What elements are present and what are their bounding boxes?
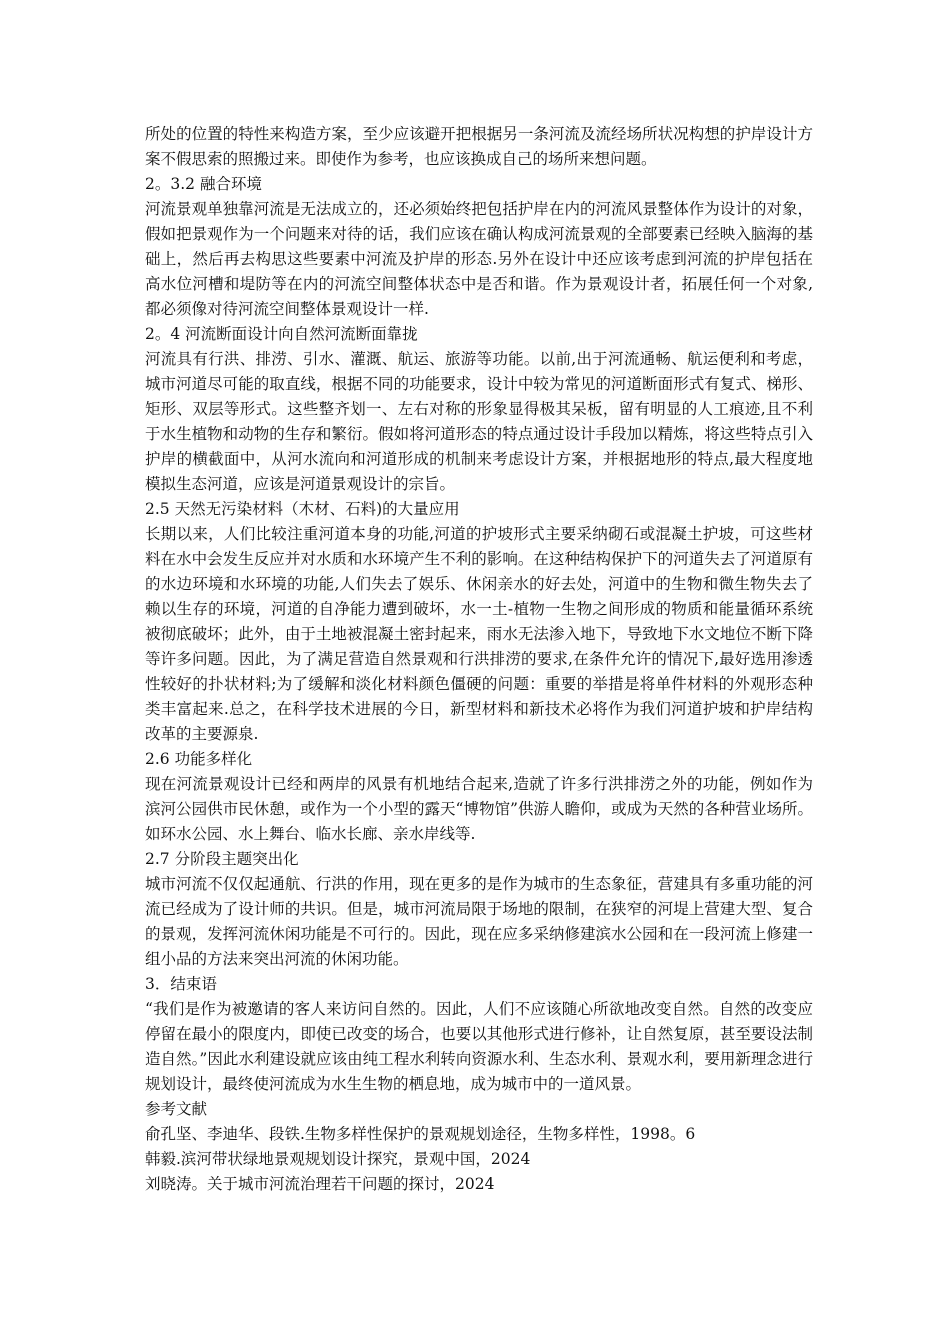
reference-item: 俞孔坚、李迪华、段铁.生物多样性保护的景观规划途径，生物多样性，1998。6 — [145, 1125, 696, 1143]
reference-item: 刘晓涛。关于城市河流治理若干问题的探讨，2024 — [145, 1175, 495, 1193]
section-heading-2-4: 2。4 河流断面设计向自然河流断面靠拢 — [145, 325, 418, 343]
paragraph-2-6: 现在河流景观设计已经和两岸的风景有机地结合起来,造就了许多行洪排涝之外的功能，例如作为滨河公园供市民休憩，或作为一个小型的露天“博物馆”供游人瞻仰，或成为天然的各种营业场所。如环水公园、水上舞台、临水长廊、亲水岸线等. — [145, 775, 813, 843]
section-heading-3-2: 2。3.2 融合环境 — [145, 175, 262, 193]
reference-item: 韩毅.滨河带状绿地景观规划设计探究，景观中国，2024 — [145, 1150, 531, 1168]
paragraph-2-5: 长期以来，人们比较注重河道本身的功能,河道的护坡形式主要采纳砌石或混凝土护坡，可这些材料在水中会发生反应并对水质和水环境产生不利的影响。在这种结构保护下的河道失去了河道原有的水边环境和水环境的功能,人们失去了娱乐、休闲亲水的好去处，河道中的生物和微生物失去了赖以生存的环境，河道的自净能力遭到破坏，水一土-植物一生物之间形成的物质和能量循环系统被彻底破坏；此外，由于土地被混凝土密封起来，雨水无法渗入地下，导致地下水文地位不断下降等许多问题。因此，为了满足营造自然景观和行洪排涝的要求,在条件允许的情况下,最好选用渗透性较好的扑状材料;为了缓解和淡化材料颜色僵硬的问题：重要的举措是将单件材料的外观形态种类丰富起来.总之，在科学技术进展的今日，新型材料和新技术必将作为我们河道护坡和护岸结构改革的主要源泉. — [145, 525, 813, 743]
section-heading-2-5: 2.5 天然无污染材料（木材、石料)的大量应用 — [145, 500, 460, 518]
paragraph-intro: 所处的位置的特性来构造方案，至少应该避开把根据另一条河流及流经场所状况构想的护岸设计方案不假思索的照搬过来。即使作为参考，也应该换成自己的场所来想问题。 — [145, 125, 813, 168]
references-heading: 参考文献 — [145, 1100, 208, 1118]
section-heading-2-6: 2.6 功能多样化 — [145, 750, 253, 768]
paragraph-3-2: 河流景观单独靠河流是无法成立的，还必须始终把包括护岸在内的河流风景整体作为设计的对象，假如把景观作为一个问题来对待的话，我们应该在确认构成河流景观的全部要素已经映入脑海的基础上，然后再去构思这些要素中河流及护岸的形态.另外在设计中还应该考虑到河流的护岸包括在高水位河槽和堤防等在内的河流空间整体状态中是否和谐。作为景观设计者，拓展任何一个对象,都必须像对待河流空间整体景观设计一样. — [145, 200, 813, 318]
section-heading-2-7: 2.7 分阶段主题突出化 — [145, 850, 299, 868]
section-heading-3: 3．结束语 — [145, 975, 217, 993]
paragraph-3: “我们是作为被邀请的客人来访问自然的。因此，人们不应该随心所欲地改变自然。自然的改变应停留在最小的限度内，即使已改变的场合，也要以其他形式进行修补，让自然复原，甚至要设法制造自然。”因此水利建设就应该由纯工程水利转向资源水利、生态水利、景观水利，要用新理念进行规划设计，最终使河流成为水生生物的栖息地，成为城市中的一道风景。 — [145, 1000, 813, 1093]
document-body — [145, 122, 813, 1197]
paragraph-2-7: 城市河流不仅仅起通航、行洪的作用，现在更多的是作为城市的生态象征，营建具有多重功能的河流已经成为了设计师的共识。但是，城市河流局限于场地的限制，在狭窄的河堤上营建大型、复合的景观，发挥河流休闲功能是不可行的。因此，现在应多采纳修建滨水公园和在一段河流上修建一组小品的方法来突出河流的休闲功能。 — [145, 875, 813, 968]
paragraph-2-4: 河流具有行洪、排涝、引水、灌溉、航运、旅游等功能。以前,出于河流通畅、航运便利和考虑，城市河道尽可能的取直线，根据不同的功能要求，设计中较为常见的河道断面形式有复式、梯形、矩形、双层等形式。这些整齐划一、左右对称的形象显得极其呆板，留有明显的人工痕迹,且不利于水生植物和动物的生存和繁衍。假如将河道形态的特点通过设计手段加以精炼，将这些特点引入护岸的横截面中，从河水流向和河道形成的机制来考虑设计方案，并根据地形的特点,最大程度地模拟生态河道，应该是河道景观设计的宗旨。 — [145, 350, 813, 493]
